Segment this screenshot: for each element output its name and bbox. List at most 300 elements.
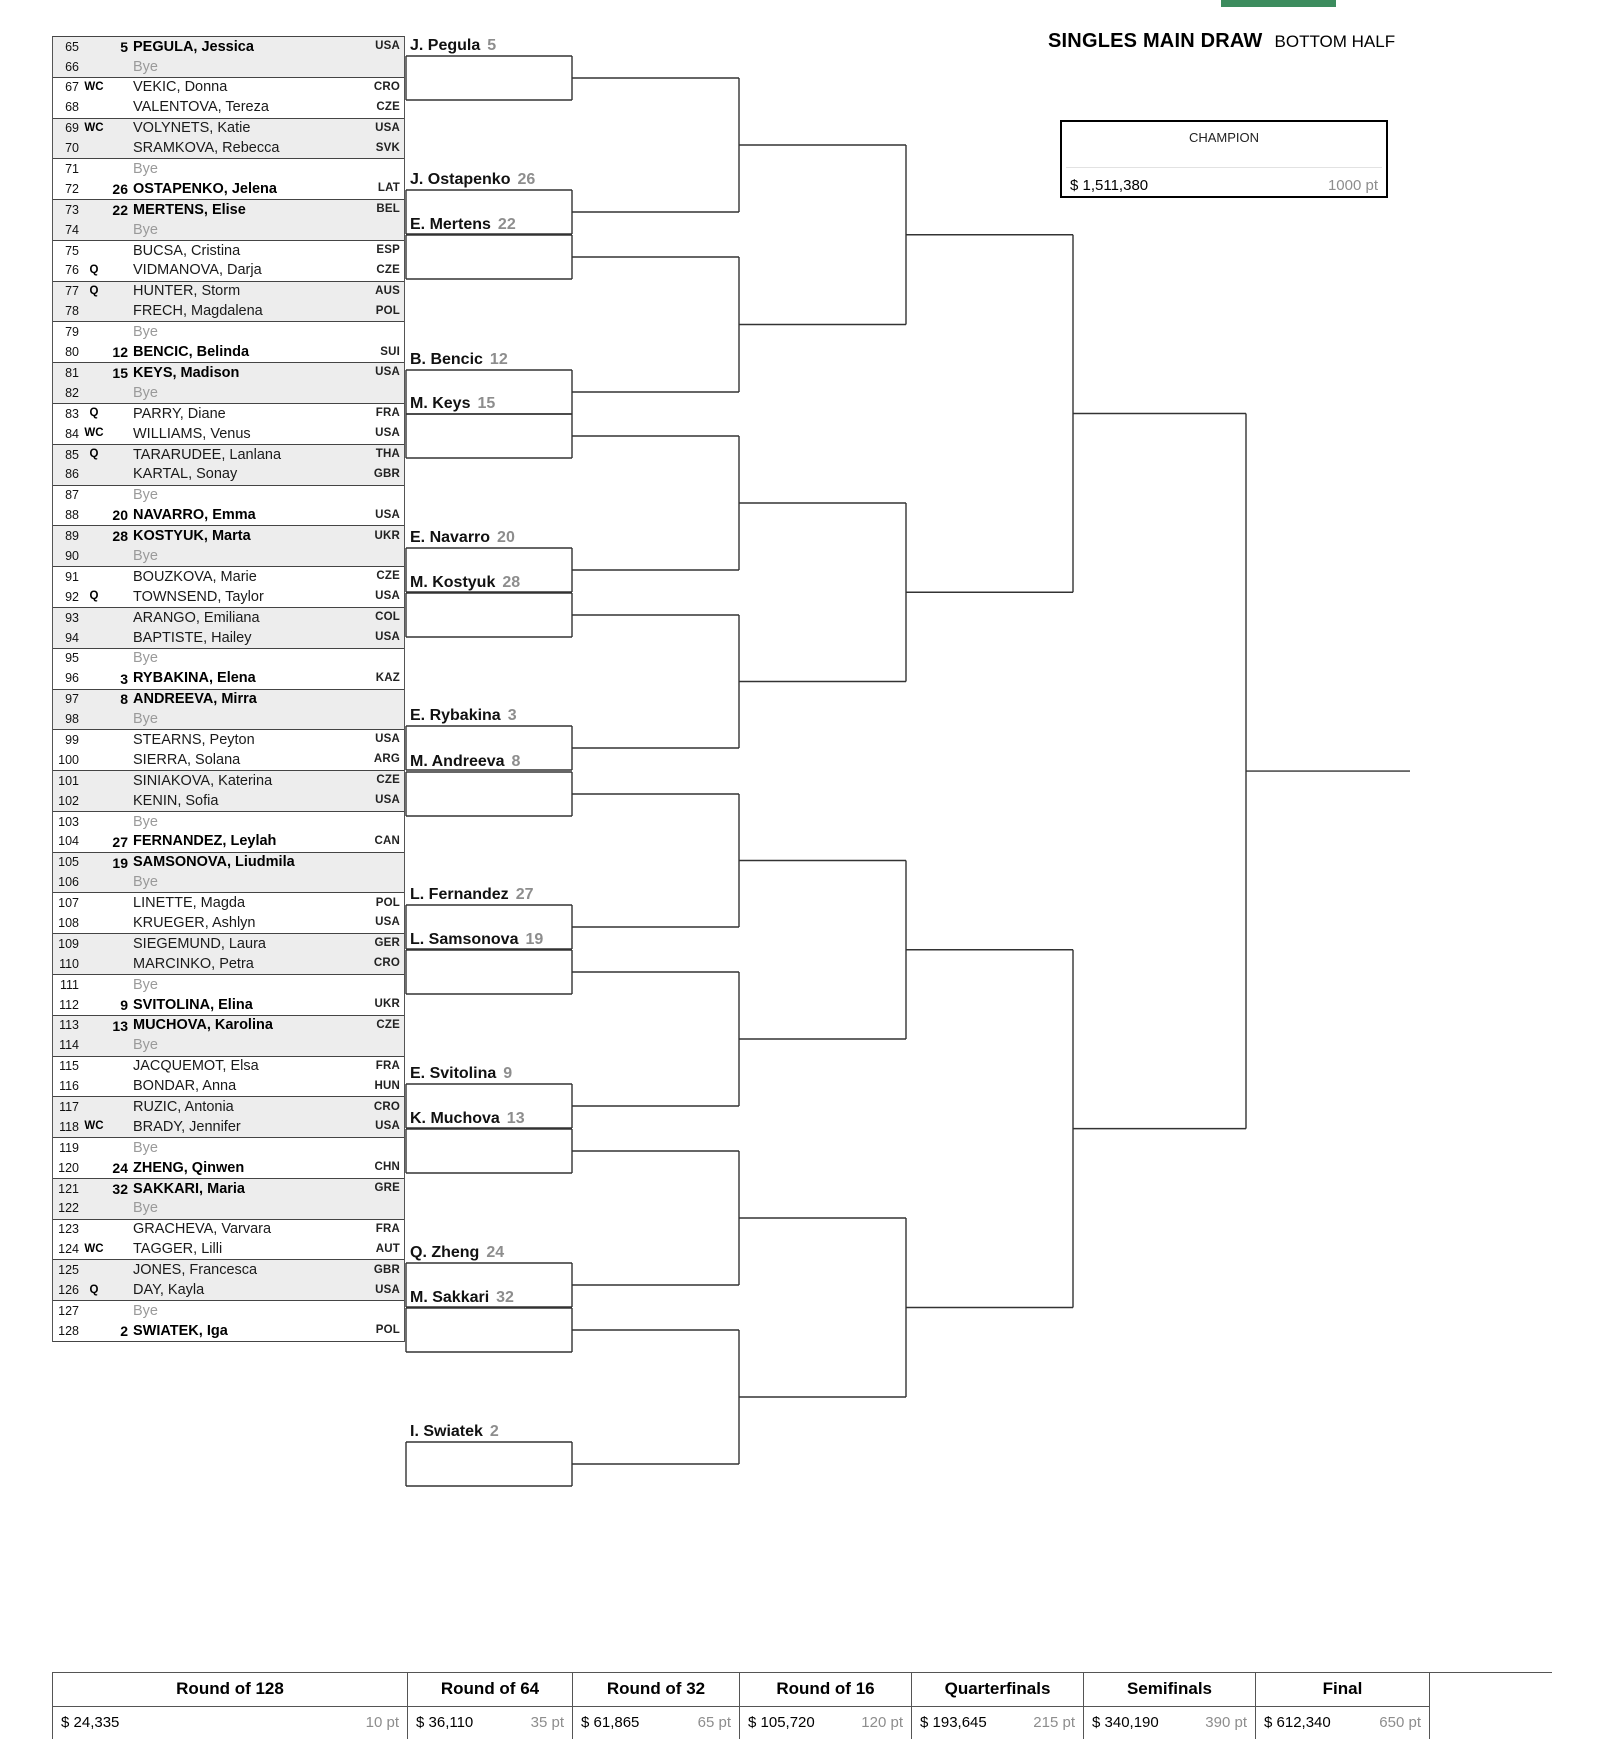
winner-name: E. Navarro xyxy=(410,529,491,546)
winner-seed: 24 xyxy=(486,1244,505,1261)
draw-pair xyxy=(53,78,404,119)
prize-values-row xyxy=(1084,1707,1255,1739)
slot-player-name: PARRY, Diane xyxy=(133,406,226,422)
draw-slot[interactable] xyxy=(53,709,404,729)
slot-number: 79 xyxy=(65,325,79,340)
draw-pair xyxy=(53,1220,404,1261)
draw-pair xyxy=(53,241,404,282)
draw-slot[interactable] xyxy=(53,1057,404,1077)
slot-number: 101 xyxy=(58,773,79,788)
slot-player-name: VEKIC, Donna xyxy=(133,80,228,95)
round-of-64-winner[interactable] xyxy=(410,528,515,548)
champion-divider xyxy=(1066,167,1382,168)
slot-bye-label: Bye xyxy=(133,222,158,238)
slot-player-name: SIERRA, Solana xyxy=(133,752,241,768)
slot-country-code: CZE xyxy=(376,1018,400,1031)
slot-number: 111 xyxy=(59,977,79,992)
round-of-64-winner[interactable] xyxy=(410,394,495,414)
slot-country-code: ESP xyxy=(376,244,400,257)
winner-seed: 5 xyxy=(487,37,497,54)
slot-number: 128 xyxy=(58,1323,79,1338)
slot-bye-label: Bye xyxy=(133,977,158,993)
draw-slot[interactable] xyxy=(53,241,404,261)
slot-country-code: AUT xyxy=(375,1242,400,1255)
slot-number: 80 xyxy=(65,345,79,360)
winner-seed: 32 xyxy=(496,1289,514,1306)
slot-player-name: BAPTISTE, Hailey xyxy=(133,630,252,646)
slot-number: 81 xyxy=(65,365,79,380)
slot-number: 127 xyxy=(58,1303,79,1318)
draw-pair xyxy=(53,404,404,445)
draw-slot[interactable] xyxy=(53,179,404,199)
slot-player-name: MARCINKO, Petra xyxy=(133,956,254,972)
round-of-64-winner[interactable] xyxy=(410,706,517,726)
slot-player-name: NAVARRO, Emma xyxy=(133,508,256,523)
round-of-64-winner[interactable] xyxy=(410,885,533,905)
draw-slot[interactable] xyxy=(53,37,404,57)
draw-slot[interactable] xyxy=(53,57,404,77)
slot-seed-number: 12 xyxy=(112,344,128,361)
champion-prize-money: $ 1,511,380 xyxy=(1070,177,1149,194)
slot-number: 91 xyxy=(65,569,79,584)
slot-player-name: JACQUEMOT, Elsa xyxy=(133,1059,259,1074)
draw-pair xyxy=(53,608,404,649)
slot-country-code: CRO xyxy=(373,1100,400,1113)
draw-slot[interactable] xyxy=(53,159,404,179)
draw-slot[interactable] xyxy=(53,995,404,1015)
slot-number: 119 xyxy=(59,1140,79,1155)
prize-money: $ 612,340 xyxy=(1264,1714,1331,1731)
winner-name: M. Kostyuk xyxy=(410,574,496,591)
prize-values-row xyxy=(53,1707,407,1739)
draw-slot[interactable] xyxy=(53,1301,404,1321)
prize-values-row xyxy=(740,1707,911,1739)
slot-player-name: PEGULA, Jessica xyxy=(133,39,254,55)
draw-slot[interactable] xyxy=(53,608,404,628)
prize-points: 65 pt xyxy=(697,1714,731,1731)
draw-pair xyxy=(53,1097,404,1138)
slot-player-name: KEYS, Madison xyxy=(133,365,240,381)
draw-slot[interactable] xyxy=(53,404,404,424)
slot-player-name: BRADY, Jennifer xyxy=(133,1119,241,1135)
round-of-64-winner[interactable] xyxy=(410,36,496,56)
slot-number: 95 xyxy=(65,651,79,666)
slot-number: 90 xyxy=(65,548,79,563)
draw-slot[interactable] xyxy=(53,424,404,444)
draw-pair xyxy=(53,1016,404,1057)
slot-number: 118 xyxy=(59,1119,79,1134)
draw-slot[interactable] xyxy=(53,261,404,281)
draw-slot[interactable] xyxy=(53,1097,404,1117)
slot-number: 94 xyxy=(65,630,79,645)
draw-slot[interactable] xyxy=(53,893,404,913)
slot-country-code: THA xyxy=(375,448,400,460)
draw-slot[interactable] xyxy=(53,1076,404,1096)
slot-number: 125 xyxy=(58,1263,79,1278)
slot-entry-status: WC xyxy=(84,427,104,440)
slot-country-code: USA xyxy=(375,121,400,134)
winner-name: B. Bencic xyxy=(410,351,483,368)
draw-slot[interactable] xyxy=(53,913,404,933)
slot-entry-status: WC xyxy=(84,1242,104,1255)
draw-slot[interactable] xyxy=(53,1321,404,1341)
draw-pair xyxy=(53,1179,404,1220)
draw-slot[interactable] xyxy=(53,486,404,506)
prize-round-title: Semifinals xyxy=(1084,1673,1255,1707)
slot-bye-label: Bye xyxy=(133,875,158,890)
draw-slot[interactable] xyxy=(53,302,404,322)
winner-seed: 9 xyxy=(503,1065,513,1082)
draw-pair xyxy=(53,282,404,323)
slot-entry-status: Q xyxy=(89,448,99,460)
slot-number: 107 xyxy=(58,896,79,911)
slot-seed-number: 24 xyxy=(112,1159,128,1176)
draw-slot[interactable] xyxy=(53,954,404,974)
prize-points: 120 pt xyxy=(861,1714,903,1731)
slot-country-code: AUS xyxy=(375,284,400,297)
draw-slot[interactable] xyxy=(53,669,404,689)
slot-number: 105 xyxy=(58,855,79,870)
winner-name: M. Keys xyxy=(410,395,471,412)
slot-bye-label: Bye xyxy=(133,1303,158,1319)
draw-slot[interactable] xyxy=(53,78,404,98)
draw-slot[interactable] xyxy=(53,98,404,118)
slot-number: 71 xyxy=(65,162,79,177)
winner-seed: 26 xyxy=(517,171,536,188)
slot-seed-number: 32 xyxy=(112,1180,128,1197)
round-of-64-winner[interactable] xyxy=(410,752,520,772)
prize-points: 10 pt xyxy=(365,1714,399,1731)
slot-number: 77 xyxy=(65,284,79,299)
winner-name: Q. Zheng xyxy=(410,1244,480,1261)
slot-country-code: FRA xyxy=(375,1222,400,1235)
slot-number: 76 xyxy=(65,263,79,278)
round-of-64-winner[interactable] xyxy=(410,1109,525,1129)
draw-slot[interactable] xyxy=(53,282,404,302)
prize-values-row xyxy=(912,1707,1083,1739)
slot-country-code: FRA xyxy=(375,1059,400,1072)
prize-round-title: Final xyxy=(1256,1673,1429,1707)
slot-country-code: SVK xyxy=(375,141,400,154)
draw-slot[interactable] xyxy=(53,1117,404,1137)
prize-round-title: Round of 32 xyxy=(573,1673,739,1707)
slot-number: 65 xyxy=(65,39,79,54)
draw-pair xyxy=(53,853,404,894)
slot-number: 83 xyxy=(65,406,79,421)
draw-slot[interactable] xyxy=(53,730,404,750)
draw-slot[interactable] xyxy=(53,465,404,485)
slot-country-code: CZE xyxy=(376,263,400,276)
slot-number: 102 xyxy=(58,793,79,808)
slot-country-code: GBR xyxy=(373,467,400,480)
slot-number: 99 xyxy=(65,732,79,747)
slot-country-code: POL xyxy=(375,1324,400,1337)
draw-slot[interactable] xyxy=(53,1036,404,1056)
draw-slot[interactable] xyxy=(53,342,404,362)
round-of-64-winner[interactable] xyxy=(410,1288,514,1308)
slot-seed-number: 9 xyxy=(120,996,128,1013)
draw-slot[interactable] xyxy=(53,363,404,383)
slot-country-code: GBR xyxy=(373,1263,400,1276)
draw-slot[interactable] xyxy=(53,690,404,710)
slot-seed-number: 26 xyxy=(112,181,128,198)
draw-slot[interactable] xyxy=(53,853,404,873)
round-of-64-winner[interactable] xyxy=(410,1243,504,1263)
slot-number: 98 xyxy=(65,712,79,727)
slot-country-code: FRA xyxy=(375,407,400,420)
slot-player-name: LINETTE, Magda xyxy=(133,896,246,911)
champion-prize-row xyxy=(1062,177,1386,194)
prize-column xyxy=(572,1673,739,1739)
draw-slot[interactable] xyxy=(53,220,404,240)
round-of-64-winner[interactable] xyxy=(410,350,508,370)
draw-slot[interactable] xyxy=(53,975,404,995)
draw-slot[interactable] xyxy=(53,587,404,607)
slot-player-name: SAKKARI, Maria xyxy=(133,1181,245,1197)
draw-slot[interactable] xyxy=(53,119,404,139)
slot-country-code: UKR xyxy=(374,998,400,1011)
slot-country-code: USA xyxy=(375,590,400,603)
slot-entry-status: WC xyxy=(84,121,104,134)
draw-slot[interactable] xyxy=(53,1016,404,1036)
winner-name: M. Andreeva xyxy=(410,753,505,770)
draw-slot[interactable] xyxy=(53,1138,404,1158)
draw-slot[interactable] xyxy=(53,383,404,403)
winner-name: E. Mertens xyxy=(410,216,491,233)
slot-player-name: RYBAKINA, Elena xyxy=(133,671,256,686)
round-of-64-winner[interactable] xyxy=(410,930,543,950)
slot-country-code: USA xyxy=(375,916,400,929)
draw-slot[interactable] xyxy=(53,750,404,770)
draw-slot[interactable] xyxy=(53,649,404,669)
slot-country-code: BEL xyxy=(376,203,400,216)
slot-player-name: SINIAKOVA, Katerina xyxy=(133,773,273,789)
slot-number: 123 xyxy=(58,1222,79,1237)
draw-slot[interactable] xyxy=(53,1179,404,1199)
slot-player-name: KENIN, Sofia xyxy=(133,793,219,809)
slot-number: 103 xyxy=(58,814,79,829)
draw-slot[interactable] xyxy=(53,1199,404,1219)
draw-slot[interactable] xyxy=(53,546,404,566)
slot-entry-status: Q xyxy=(89,263,99,276)
slot-number: 73 xyxy=(65,202,79,217)
draw-slot[interactable] xyxy=(53,832,404,852)
round-of-64-winner[interactable] xyxy=(410,1064,512,1084)
draw-slot[interactable] xyxy=(53,1158,404,1178)
draw-slot[interactable] xyxy=(53,445,404,465)
slot-player-name: DAY, Kayla xyxy=(133,1283,205,1298)
draw-pair xyxy=(53,1260,404,1301)
prize-round-title: Round of 64 xyxy=(408,1673,572,1707)
slot-player-name: KARTAL, Sonay xyxy=(133,467,238,482)
slot-bye-label: Bye xyxy=(133,385,158,401)
slot-country-code: USA xyxy=(375,1283,400,1296)
slot-player-name: OSTAPENKO, Jelena xyxy=(133,181,277,197)
draw-pair xyxy=(53,159,404,200)
slot-number: 78 xyxy=(65,304,79,319)
slot-number: 89 xyxy=(65,529,79,544)
draw-pair xyxy=(53,1057,404,1098)
draw-slot[interactable] xyxy=(53,505,404,525)
slot-player-name: JONES, Francesca xyxy=(133,1263,258,1278)
draw-slot[interactable] xyxy=(53,322,404,342)
draw-slot[interactable] xyxy=(53,567,404,587)
slot-number: 69 xyxy=(65,121,79,136)
slot-seed-number: 3 xyxy=(120,670,128,687)
winner-seed: 15 xyxy=(477,395,496,412)
slot-number: 108 xyxy=(58,915,79,930)
slot-number: 96 xyxy=(65,671,79,686)
slot-player-name: SAMSONOVA, Liudmila xyxy=(133,855,295,870)
slot-number: 88 xyxy=(65,508,79,523)
prize-money: $ 105,720 xyxy=(748,1714,815,1731)
winner-name: I. Swiatek xyxy=(410,1423,483,1440)
draw-slot[interactable] xyxy=(53,526,404,546)
slot-seed-number: 2 xyxy=(120,1323,128,1340)
slot-bye-label: Bye xyxy=(133,1201,158,1216)
slot-number: 114 xyxy=(59,1038,79,1053)
slot-player-name: RUZIC, Antonia xyxy=(133,1100,234,1115)
slot-seed-number: 19 xyxy=(112,854,128,871)
slot-player-name: WILLIAMS, Venus xyxy=(133,426,251,442)
prize-column xyxy=(911,1673,1083,1739)
draw-pair xyxy=(53,363,404,404)
winner-name: E. Rybakina xyxy=(410,707,501,724)
slot-number: 67 xyxy=(65,80,79,95)
draw-half-label: BOTTOM HALF xyxy=(1274,32,1396,51)
accent-bar xyxy=(1221,0,1336,7)
slot-number: 117 xyxy=(59,1100,79,1114)
winner-seed: 13 xyxy=(506,1110,525,1127)
round-of-64-winner[interactable] xyxy=(410,573,520,593)
prize-money: $ 193,645 xyxy=(920,1714,987,1731)
slot-entry-status: WC xyxy=(84,80,104,93)
slot-number: 84 xyxy=(65,426,79,441)
slot-country-code: GER xyxy=(374,937,400,950)
draw-pair xyxy=(53,812,404,853)
slot-player-name: BONDAR, Anna xyxy=(133,1079,237,1094)
draw-slot[interactable] xyxy=(53,1260,404,1280)
prize-round-title: Quarterfinals xyxy=(912,1673,1083,1707)
page-title xyxy=(1048,30,1395,53)
draw-slot[interactable] xyxy=(53,873,404,893)
prize-values-row xyxy=(573,1707,739,1739)
draw-slot[interactable] xyxy=(53,934,404,954)
slot-number: 104 xyxy=(58,834,79,849)
draw-pair xyxy=(53,119,404,160)
prize-points: 390 pt xyxy=(1205,1714,1247,1731)
slot-bye-label: Bye xyxy=(133,1140,158,1156)
winner-name: J. Pegula xyxy=(410,37,481,54)
draw-slot[interactable] xyxy=(53,771,404,791)
slot-bye-label: Bye xyxy=(133,59,158,75)
slot-entry-status: Q xyxy=(89,284,99,297)
draw-slot[interactable] xyxy=(53,791,404,811)
draw-slot[interactable] xyxy=(53,200,404,220)
slot-entry-status: WC xyxy=(84,1120,104,1133)
slot-number: 115 xyxy=(59,1059,79,1074)
champion-label: CHAMPION xyxy=(1188,130,1260,145)
slot-country-code: UKR xyxy=(374,529,400,542)
draw-slot[interactable] xyxy=(53,1220,404,1240)
slot-country-code: CZE xyxy=(376,570,400,583)
draw-slot[interactable] xyxy=(53,1240,404,1260)
champion-points: 1000 pt xyxy=(1327,177,1378,194)
slot-player-name: KOSTYUK, Marta xyxy=(133,529,251,544)
slot-bye-label: Bye xyxy=(133,712,158,727)
draw-slot[interactable] xyxy=(53,138,404,158)
round-of-64-winner[interactable] xyxy=(410,170,535,190)
slot-player-name: BOUZKOVA, Marie xyxy=(133,569,257,585)
prize-round-title: Round of 16 xyxy=(740,1673,911,1707)
prize-round-title: Round of 128 xyxy=(53,1673,407,1707)
slot-number: 113 xyxy=(59,1018,79,1033)
slot-number: 97 xyxy=(65,692,79,707)
draw-pair xyxy=(53,322,404,363)
slot-player-name: TAGGER, Lilli xyxy=(133,1242,223,1257)
slot-player-name: MUCHOVA, Karolina xyxy=(133,1018,273,1033)
slot-player-name: KRUEGER, Ashlyn xyxy=(133,915,256,931)
draw-pair xyxy=(53,690,404,731)
slot-player-name: MERTENS, Elise xyxy=(133,202,246,218)
prize-money: $ 36,110 xyxy=(416,1714,474,1731)
slot-country-code: KAZ xyxy=(375,671,400,684)
slot-player-name: SVITOLINA, Elina xyxy=(133,997,253,1013)
slot-bye-label: Bye xyxy=(133,651,158,666)
slot-number: 124 xyxy=(58,1242,79,1257)
slot-country-code: GRE xyxy=(374,1182,400,1195)
slot-bye-label: Bye xyxy=(133,325,158,340)
draw-slot[interactable] xyxy=(53,1280,404,1300)
draw-pair xyxy=(53,1138,404,1179)
draw-pair xyxy=(53,975,404,1016)
draw-pair xyxy=(53,200,404,241)
slot-country-code: USA xyxy=(375,631,400,644)
winner-seed: 22 xyxy=(497,216,516,233)
winner-seed: 27 xyxy=(515,886,534,903)
slot-country-code: USA xyxy=(375,794,400,807)
slot-player-name: FRECH, Magdalena xyxy=(133,304,263,319)
prize-column xyxy=(1083,1673,1255,1739)
slot-bye-label: Bye xyxy=(133,548,158,564)
slot-seed-number: 8 xyxy=(120,691,128,708)
slot-player-name: BENCIC, Belinda xyxy=(133,345,250,360)
draw-pair xyxy=(53,526,404,567)
prize-points: 215 pt xyxy=(1033,1714,1075,1731)
slot-player-name: VOLYNETS, Katie xyxy=(133,121,251,136)
slot-player-name: ARANGO, Emiliana xyxy=(133,610,260,626)
slot-country-code: USA xyxy=(375,366,400,379)
draw-pair xyxy=(53,445,404,486)
prize-money: $ 61,865 xyxy=(581,1714,640,1731)
round-of-64-winner[interactable] xyxy=(410,1422,499,1442)
slot-country-code: HUN xyxy=(374,1079,400,1092)
winner-seed: 8 xyxy=(511,753,521,770)
prize-points: 35 pt xyxy=(530,1714,564,1731)
slot-player-name: ANDREEVA, Mirra xyxy=(133,692,257,707)
slot-number: 86 xyxy=(65,467,79,482)
draw-slot[interactable] xyxy=(53,628,404,648)
round-of-64-winner[interactable] xyxy=(410,215,516,235)
draw-list xyxy=(52,36,405,1342)
winner-name: J. Ostapenko xyxy=(410,171,511,188)
prize-money-table xyxy=(52,1672,1552,1739)
slot-bye-label: Bye xyxy=(133,488,158,503)
prize-money: $ 24,335 xyxy=(61,1714,120,1731)
draw-slot[interactable] xyxy=(53,812,404,832)
slot-player-name: BUCSA, Cristina xyxy=(133,243,241,259)
slot-country-code: USA xyxy=(375,508,400,521)
